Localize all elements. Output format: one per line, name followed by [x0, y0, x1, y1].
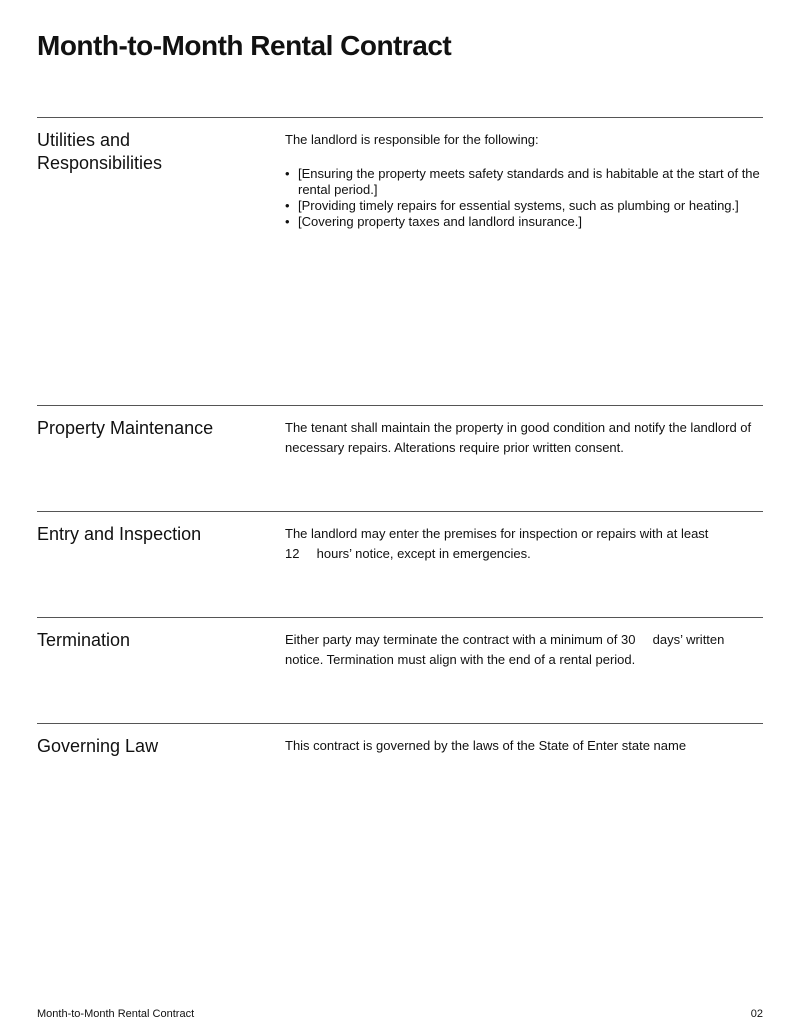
section-body	[285, 524, 765, 564]
section-entry	[37, 511, 763, 618]
section-termination	[37, 617, 763, 724]
section-governing-law	[37, 723, 763, 924]
section-label: Property Maintenance	[37, 418, 214, 438]
footer-title: Month-to-Month Rental Contract	[37, 1008, 195, 1020]
section-utilities	[37, 117, 763, 406]
notice-hours-field[interactable]: 12	[285, 546, 300, 561]
section-label: Governing Law	[37, 736, 159, 756]
section-label: Entry and Inspection	[37, 524, 202, 544]
body-text: hours’ notice, except in emergencies.	[316, 546, 531, 561]
state-name-field[interactable]: Enter state name	[587, 738, 687, 753]
list-item: • [Covering property taxes and landlord insurance.]	[297, 214, 765, 230]
section-maintenance	[37, 405, 763, 512]
intro-text: The landlord is responsible for the following:	[285, 132, 539, 147]
section-body: The tenant shall maintain the property in good condition and notify the landlord of necessary repairs. Alterations require prior written consent.	[285, 420, 752, 455]
responsibility-list	[285, 166, 765, 230]
body-text: days’ written notice. Termination must align with the end of a rental period.	[285, 632, 725, 667]
section-body	[285, 130, 765, 230]
section-body	[285, 630, 765, 670]
section-label: Utilities and Responsibilities	[37, 130, 163, 173]
body-text: The landlord may enter the premises for inspection or repairs with at least	[285, 526, 709, 541]
body-text: This contract is governed by the laws of the State of	[285, 738, 584, 753]
body-text: Either party may terminate the contract with a minimum of	[285, 632, 618, 647]
page-number: 02	[750, 1008, 763, 1020]
notice-days-field[interactable]: 30	[620, 632, 636, 647]
list-item: • [Ensuring the property meets safety standards and is habitable at the start of the rental period.]	[297, 166, 765, 198]
list-item: • [Providing timely repairs for essential systems, such as plumbing or heating.]	[297, 198, 765, 214]
page-title: Month-to-Month Rental Contract	[37, 30, 452, 61]
section-label: Termination	[37, 630, 131, 650]
section-body	[285, 736, 765, 756]
